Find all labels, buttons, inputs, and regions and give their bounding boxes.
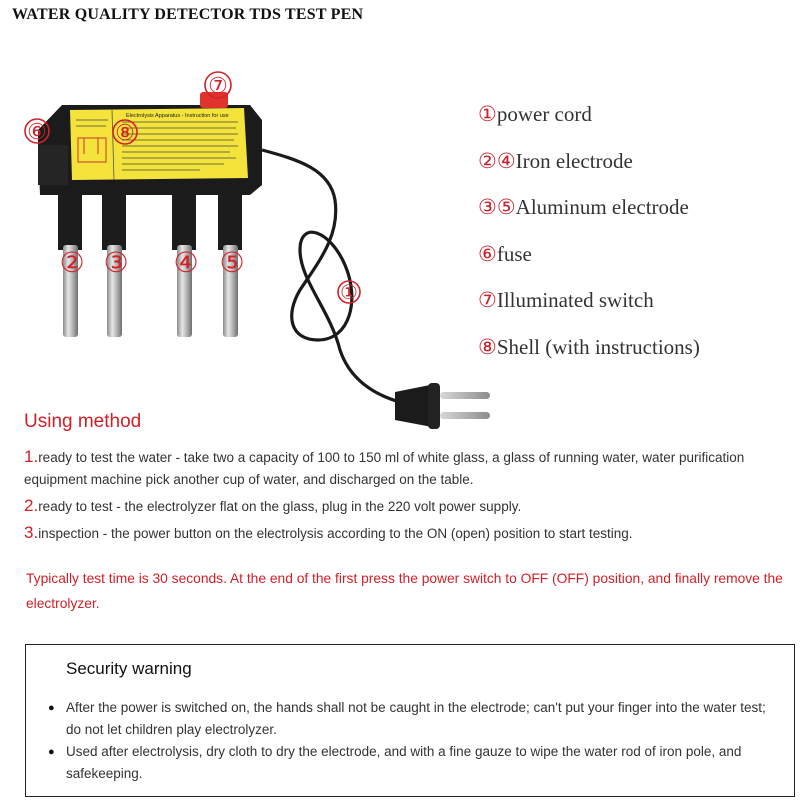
step-number: 2. [24, 496, 39, 515]
part-number: ⑦ [478, 288, 497, 312]
method-step [24, 446, 784, 491]
power-plug [395, 383, 490, 429]
part-number: ③⑤ [478, 195, 516, 219]
warning-text: Used after electrolysis, dry cloth to dry the electrode, and with a fine gauze to wipe the water rod of iron pole, and safekeeping. [66, 744, 742, 781]
security-warning-box [25, 644, 795, 797]
part-label: Aluminum electrode [515, 195, 689, 219]
part-item [478, 195, 700, 242]
part-label: Iron electrode [515, 148, 633, 173]
typical-test-time-note: Typically test time is 30 seconds. At the end of the first press the power switch to OFF (OFF) position, and finally remove the electrolyzer. [26, 571, 783, 611]
warning-item [48, 697, 778, 741]
marker-electrode-5: ⑤ [219, 248, 245, 279]
part-number: ① [478, 102, 497, 126]
marker-cord: ① [340, 282, 358, 304]
step-number: 1. [24, 447, 39, 466]
part-item [478, 242, 700, 289]
part-item [478, 102, 700, 149]
part-label: power cord [496, 102, 592, 126]
part-number: ⑧ [478, 334, 497, 359]
warning-item [48, 741, 778, 785]
marker-shell: ⑧ [115, 120, 135, 145]
step-text: ready to test the water - take two a capacity of 100 to 150 ml of white glass, a glass of running water, water purification equipment machine pick another cup of water, and discharged on the table. [24, 450, 745, 487]
part-label: Illuminated switch [496, 288, 654, 312]
method-step [24, 522, 784, 545]
electrodes [58, 190, 245, 337]
method-step [24, 495, 784, 518]
marker-fuse: ⑥ [27, 119, 47, 144]
marker-switch: ⑦ [208, 73, 228, 98]
electrolyzer-illustration [0, 50, 520, 450]
step-number: 3. [24, 523, 39, 542]
part-item [478, 149, 700, 196]
using-method-heading: Using method [24, 411, 142, 432]
part-item [478, 288, 700, 335]
security-warning-title: Security warning [66, 659, 192, 678]
security-warning-list [48, 697, 778, 785]
method-steps [24, 446, 784, 549]
marker-electrode-2: ② [59, 248, 85, 279]
bullet-icon: ● [48, 746, 55, 758]
instruction-sticker [70, 108, 248, 180]
part-number: ⑥ [478, 241, 497, 266]
part-number: ②④ [478, 148, 516, 173]
part-label: fuse [496, 241, 532, 266]
bullet-icon: ● [48, 702, 55, 714]
sticker-title: Electrolysis Apparatus - Instruction for use [126, 113, 229, 119]
warning-text: After the power is switched on, the hands shall not be caught in the electrode; can't put your finger into the water test; do not let children play electrolyzer. [66, 700, 766, 737]
marker-electrode-3: ③ [103, 248, 129, 279]
step-text: ready to test - the electrolyzer flat on the glass, plug in the 220 volt power supply. [38, 499, 522, 514]
part-item [478, 335, 700, 382]
page-title: WATER QUALITY DETECTOR TDS TEST PEN [12, 6, 364, 23]
part-label: Shell (with instructions) [496, 334, 700, 359]
power-cord [262, 150, 400, 402]
marker-electrode-4: ④ [173, 248, 199, 279]
parts-list [478, 102, 700, 381]
step-text: inspection - the power button on the electrolysis according to the ON (open) position to start testing. [38, 526, 633, 541]
